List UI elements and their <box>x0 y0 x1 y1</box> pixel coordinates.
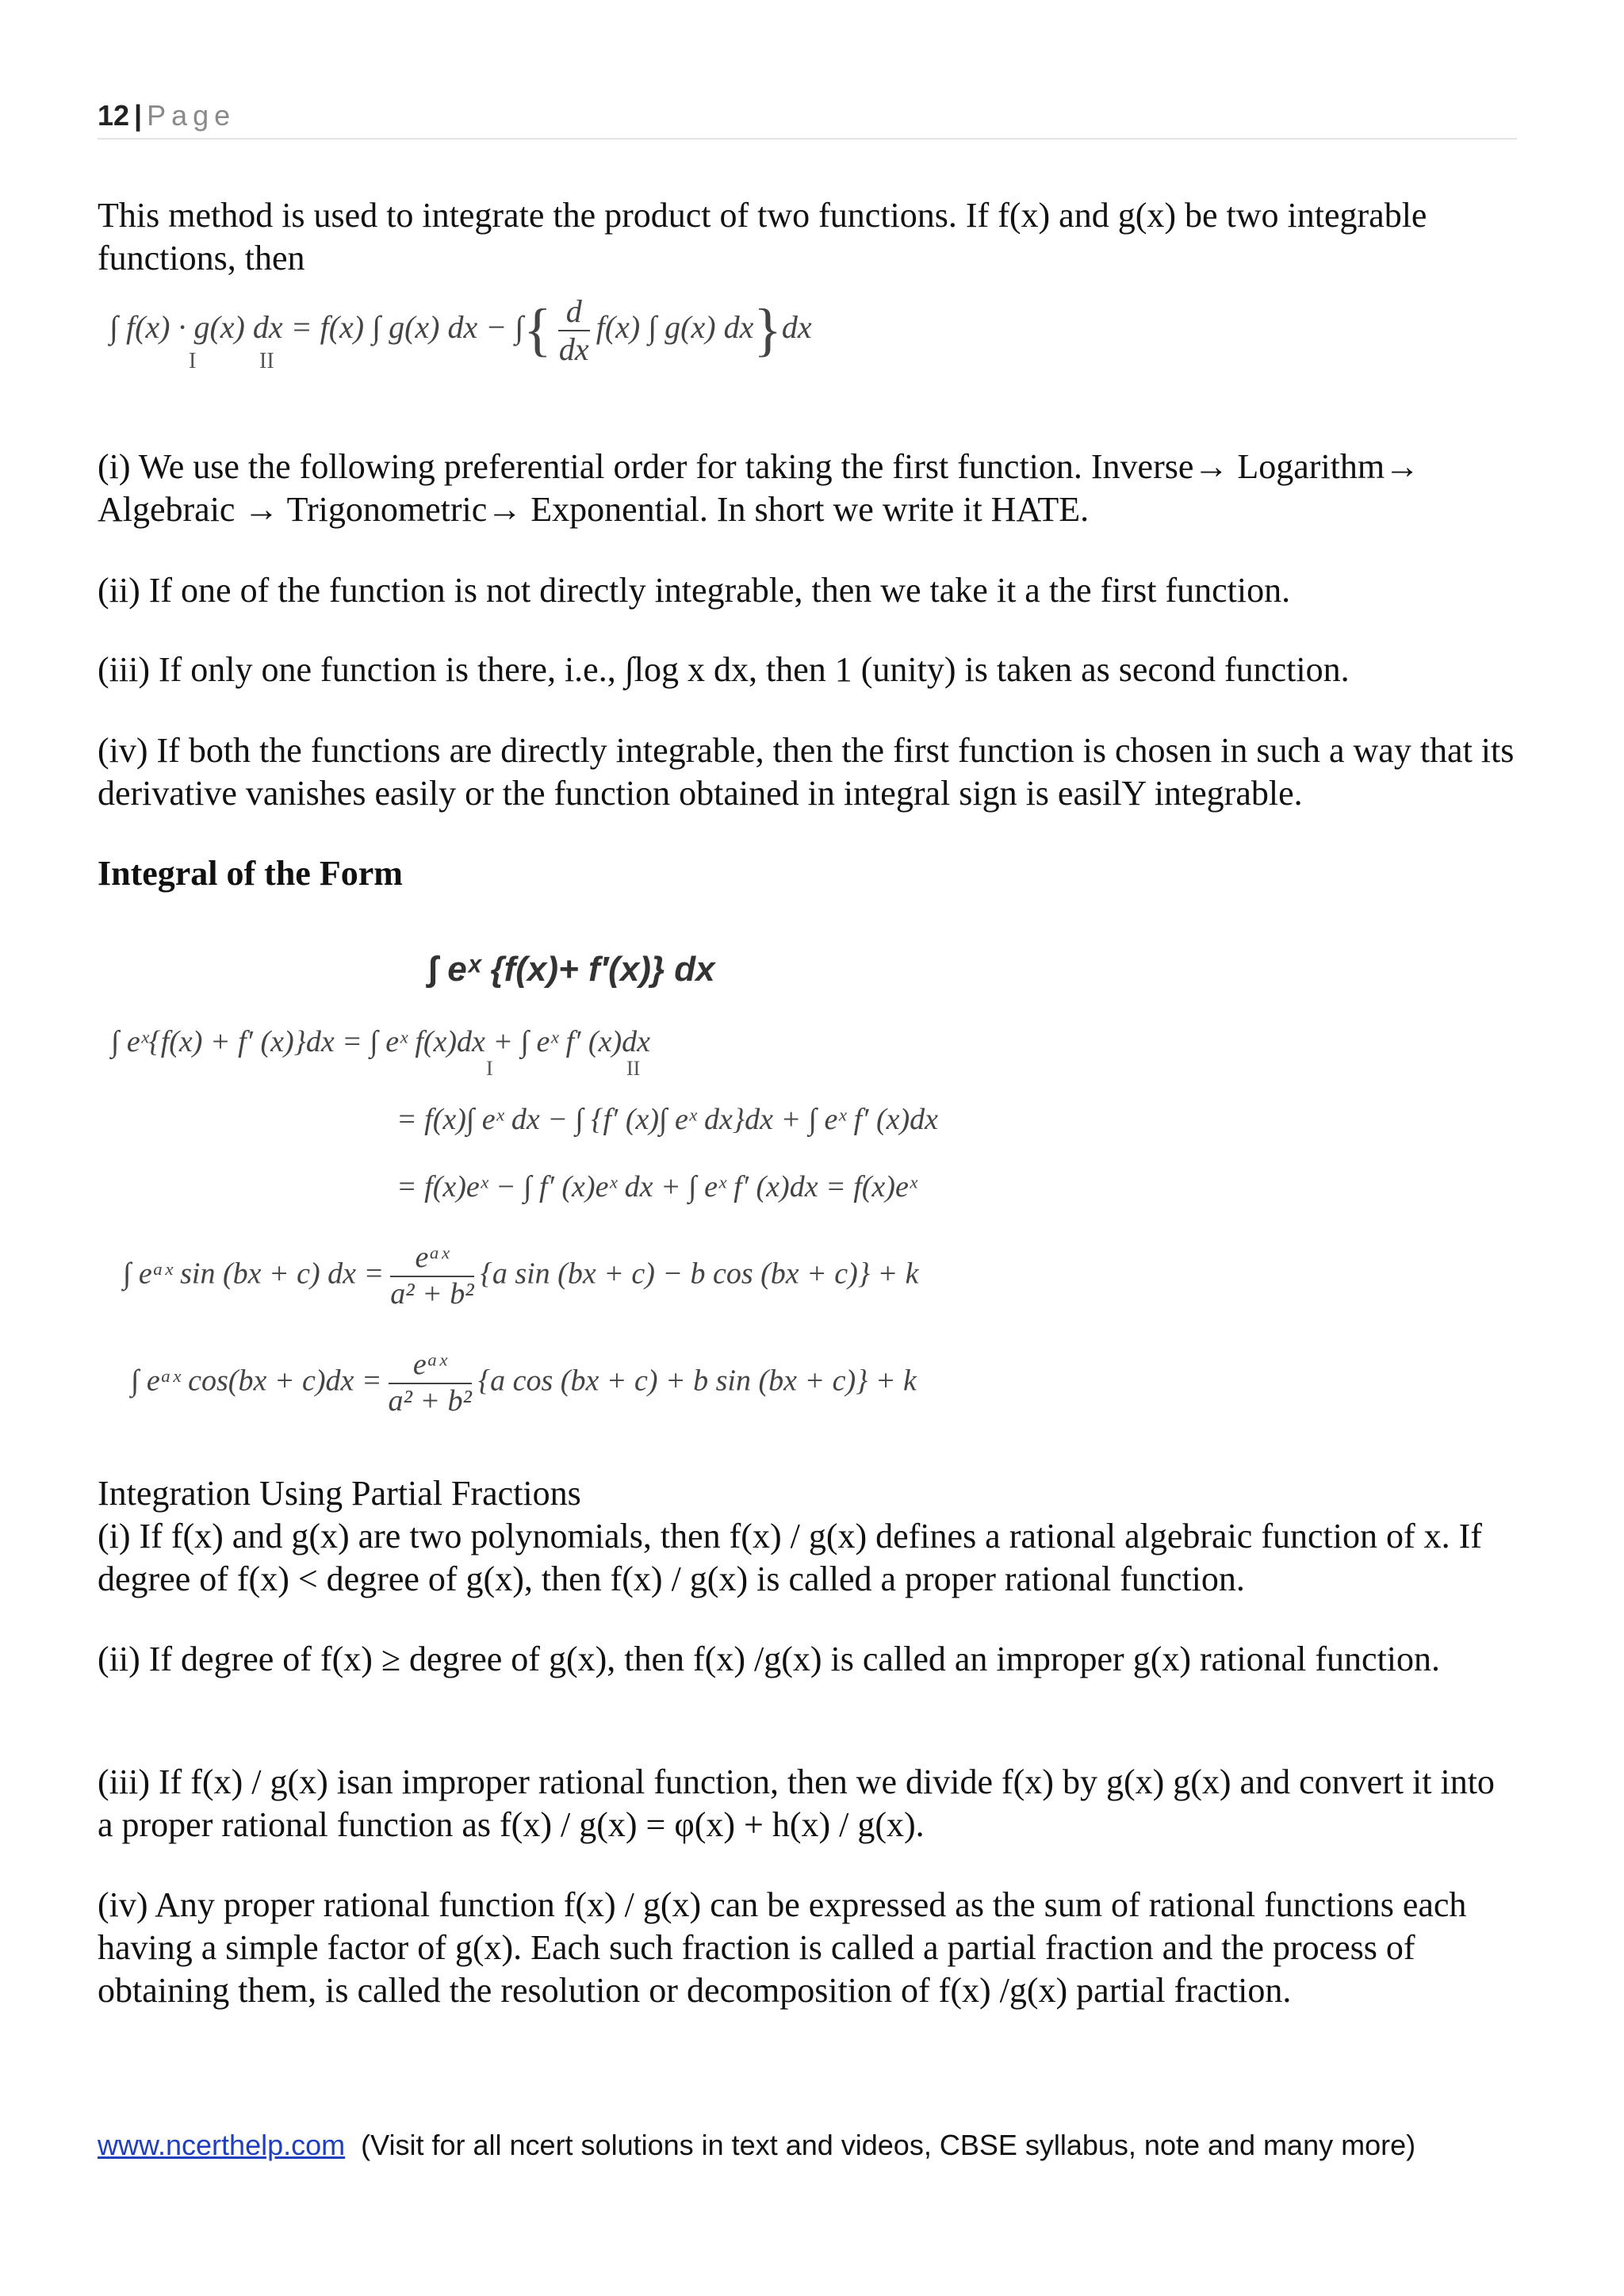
intro-paragraph: This method is used to integrate the product of two functions. If f(x) and g(x) be two integrable functions, then <box>98 196 1427 277</box>
sin-rhs: {a sin (bx + c) − b cos (bx + c)} + k <box>480 1257 919 1291</box>
cos-lhs: ∫ eᵃˣ cos(bx + c)dx = <box>131 1364 382 1398</box>
formula-end: dx <box>781 309 812 346</box>
right-brace: } <box>753 297 782 363</box>
sin-lhs: ∫ eᵃˣ sin (bx + c) dx = <box>123 1257 385 1291</box>
page-number: 12 <box>98 99 130 132</box>
site-link[interactable]: www.ncerthelp.com <box>98 2129 346 2161</box>
partial-rule-3: (iii) If f(x) / g(x) isan improper rational function, then we divide f(x) by g(x) g(x) and convert it into a proper rational function as f(x) / g(x) = φ(x) + h(x) / g(x). <box>98 1762 1495 1844</box>
header-separator: | <box>134 99 143 132</box>
cos-integral <box>131 1348 917 1418</box>
cos-fraction <box>389 1348 472 1418</box>
cos-denominator: a² + b² <box>388 1383 472 1418</box>
by-parts-formula <box>109 293 812 368</box>
rule-1: (i) We use the following preferential order for taking the first function. Inverse→ Logarithm→ Algebraic → Trigonometric→ Exponential. In short we write it HATE. <box>98 447 1420 529</box>
sin-numerator: eᵃˣ <box>390 1241 473 1277</box>
form-line-1-label-II: II <box>626 1057 641 1080</box>
sin-denominator: a² + b² <box>390 1276 474 1311</box>
cos-rhs: {a cos (bx + c) + b sin (bx + c)} + k <box>477 1364 917 1398</box>
formula-lhs: ∫ f(x) · g(x) dx = f(x) ∫ g(x) dx − ∫ <box>109 309 524 346</box>
page-footer <box>98 2129 1525 2162</box>
label-first-function: I <box>189 349 197 373</box>
form-line-3: = f(x)eˣ − ∫ f′ (x)eˣ dx + ∫ eˣ f′ (x)dx = f(x)eˣ <box>396 1170 917 1203</box>
partial-rule-1: (i) If f(x) and g(x) are two polynomials, then f(x) / g(x) defines a rational algebraic function of x. If degree of f(x) < degree of g(x), then f(x) / g(x) is called a proper rational function. <box>98 1517 1482 1598</box>
rule-4: (iv) If both the functions are directly integrable, then the first function is chosen in such a way that its derivative vanishes easily or the function obtained in integral sign is easilY integrable. <box>98 731 1515 813</box>
page-header <box>98 94 1517 140</box>
fraction-numerator: d <box>558 293 590 331</box>
partial-fractions-heading: Integration Using Partial Fractions <box>98 1474 581 1513</box>
form-line-1: ∫ eˣ{f(x) + f′ (x)}dx = ∫ eˣ f(x)dx + ∫ eˣ f′ (x)dx <box>111 1025 650 1058</box>
partial-rule-2: (ii) If degree of f(x) ≥ degree of g(x), then f(x) /g(x) is called an improper g(x) rational function. <box>98 1640 1441 1678</box>
form-line-1-label-I: I <box>486 1057 493 1080</box>
derivative-fraction <box>558 293 590 368</box>
form-title-math: ∫ eˣ {f(x)+ f′(x)} dx <box>428 950 715 989</box>
fraction-denominator: dx <box>558 331 589 367</box>
sin-fraction <box>390 1241 473 1311</box>
form-line-2: = f(x)∫ eˣ dx − ∫ {f′ (x)∫ eˣ dx}dx + ∫ eˣ f′ (x)dx <box>396 1103 939 1136</box>
sin-integral <box>123 1241 919 1311</box>
formula-tail: f(x) ∫ g(x) dx <box>596 309 754 346</box>
left-brace: { <box>523 297 552 363</box>
page-label: Page <box>147 99 236 132</box>
partial-rule-4: (iv) Any proper rational function f(x) / g(x) can be expressed as the sum of rational functions each having a simple factor of g(x). Each such fraction is called a partial fraction and the process of obtaining them, is called the resolution or decomposition of f(x) /g(x) partial fraction. <box>98 1885 1467 2010</box>
rule-3: (iii) If only one function is there, i.e., ∫log x dx, then 1 (unity) is taken as second function. <box>98 650 1350 689</box>
label-second-function: II <box>259 349 274 373</box>
footer-note: (Visit for all ncert solutions in text and videos, CBSE syllabus, note and many more) <box>361 2129 1416 2161</box>
form-heading: Integral of the Form <box>98 854 403 893</box>
rule-2: (ii) If one of the function is not directly integrable, then we take it a the first function. <box>98 571 1291 610</box>
cos-numerator: eᵃˣ <box>389 1348 472 1384</box>
